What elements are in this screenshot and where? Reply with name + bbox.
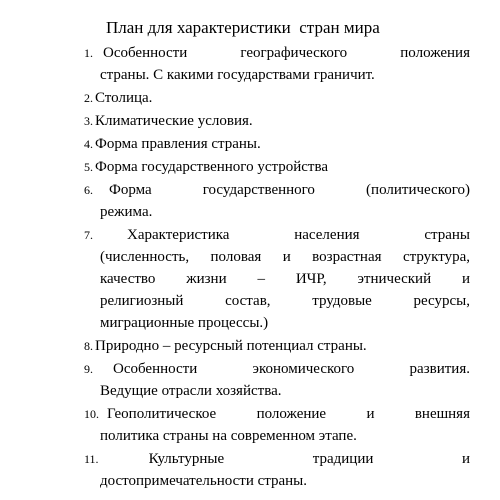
list-item (84, 358, 470, 402)
item-text-line: Форма правления страны. (95, 136, 261, 152)
item-text-line: Характеристика населения страны (127, 227, 470, 243)
item-number: 10. (84, 407, 99, 421)
list-item (84, 133, 470, 155)
list-item (84, 156, 470, 178)
item-text-line: Форма государственного устройства (95, 159, 329, 175)
item-text-line: Форма государственного (политического) (109, 182, 470, 198)
item-number: 11. (84, 452, 99, 466)
list-item (84, 110, 470, 132)
item-text-line: политика страны на современном этапе. (100, 428, 357, 444)
item-text-line: Столица. (95, 90, 153, 106)
item-text-line: Культурные традиции и (148, 451, 470, 467)
item-text-line: Геополитическое положение и внешняя (107, 406, 470, 422)
item-number: 6. (84, 183, 93, 197)
plan-list (84, 42, 470, 492)
item-number: 1. (84, 46, 93, 60)
item-text-line: религиозный состав, трудовые ресурсы, (100, 293, 470, 309)
list-item (84, 224, 470, 334)
item-number: 9. (84, 362, 93, 376)
item-text-line: миграционные процессы.) (100, 315, 269, 331)
item-text-line: качество жизни – ИЧР, этнический и (100, 271, 470, 287)
list-item (84, 403, 470, 447)
item-number: 4. (84, 137, 93, 151)
item-text-line: Особенности географического положения (103, 45, 470, 61)
item-text-line: режима. (100, 204, 153, 220)
item-number: 3. (84, 114, 93, 128)
list-item (84, 42, 470, 86)
item-text-line: (численность, половая и возрастная структура, (100, 249, 470, 265)
item-text-line: Климатические условия. (95, 113, 253, 129)
list-item (84, 335, 470, 357)
item-number: 7. (84, 228, 93, 242)
page-title: План для характеристики стран мира (106, 18, 380, 37)
list-item (84, 179, 470, 223)
item-text-line: Природно – ресурсный потенциал страны. (95, 338, 367, 354)
list-item (84, 87, 470, 109)
item-text-line: Особенности экономического развития. (113, 361, 470, 377)
item-number: 2. (84, 91, 93, 105)
item-number: 8. (84, 339, 93, 353)
item-text-line: Ведущие отрасли хозяйства. (100, 383, 282, 399)
item-number: 5. (84, 160, 93, 174)
item-text-line: страны. С какими государствами граничит. (100, 67, 375, 83)
item-text-line: достопримечательности страны. (100, 473, 308, 489)
list-item (84, 448, 470, 492)
